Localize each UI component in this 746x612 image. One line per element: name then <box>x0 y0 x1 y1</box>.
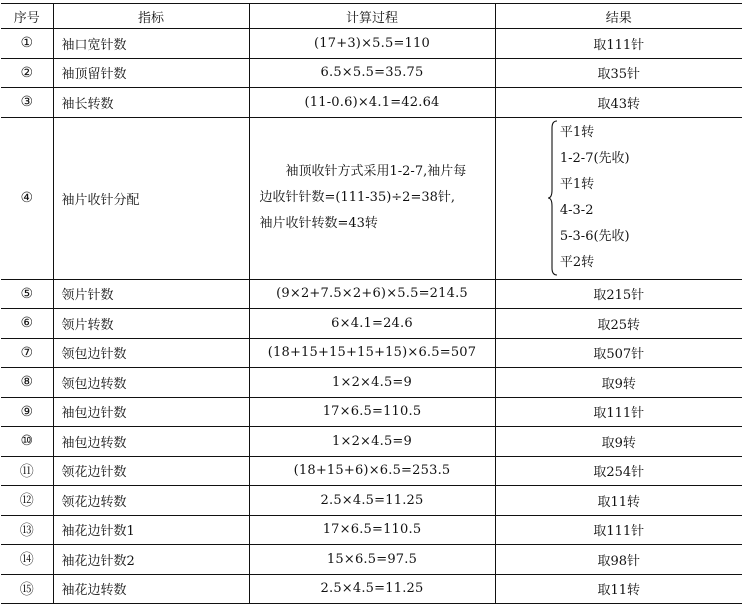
row-number: ③ <box>1 88 53 118</box>
header-no: 序号 <box>1 4 53 29</box>
header-result: 结果 <box>495 4 742 29</box>
row-result: 取11转 <box>495 486 742 516</box>
table-row <box>1 117 742 279</box>
row-indicator: 袖花边转数 <box>53 574 249 604</box>
row-number: ⑮ <box>1 574 53 604</box>
row-result <box>495 117 742 279</box>
row-calculation: (9×2+7.5×2+6)×5.5=214.5 <box>249 279 495 309</box>
row-indicator: 领花边针数 <box>53 456 249 486</box>
row-calculation: (11-0.6)×4.1=42.64 <box>249 88 495 118</box>
row-calculation: 1×2×4.5=9 <box>249 427 495 457</box>
result-line-4: 4-3-2 <box>559 203 594 218</box>
header-calculation: 计算过程 <box>249 4 495 29</box>
calculation-line-2: 边收针针数=(111-35)÷2=38针, <box>259 190 456 205</box>
table-row <box>1 338 742 368</box>
table-header <box>1 4 742 29</box>
left-brace-icon <box>548 120 558 276</box>
row-indicator: 袖包边转数 <box>53 427 249 457</box>
row-number: ④ <box>1 117 53 279</box>
row-result: 取111针 <box>495 515 742 545</box>
row-indicator: 领包边针数 <box>53 338 249 368</box>
row-result: 取43转 <box>495 88 742 118</box>
row-result: 取98针 <box>495 545 742 575</box>
row-result: 取9转 <box>495 427 742 457</box>
row-indicator: 领片转数 <box>53 309 249 339</box>
knitting-calculation-table <box>1 3 742 604</box>
row-result: 取254针 <box>495 456 742 486</box>
row-indicator: 袖口宽针数 <box>53 29 249 59</box>
row-indicator: 领片针数 <box>53 279 249 309</box>
row-calculation: (18+15+15+15+15)×6.5=507 <box>249 338 495 368</box>
table-row <box>1 515 742 545</box>
table-row <box>1 29 742 59</box>
row-calculation: 2.5×4.5=11.25 <box>249 486 495 516</box>
table-row <box>1 58 742 88</box>
row-calculation: (17+3)×5.5=110 <box>249 29 495 59</box>
row-calculation: 17×6.5=110.5 <box>249 397 495 427</box>
row-calculation: 15×6.5=97.5 <box>249 545 495 575</box>
row-indicator: 袖花边针数1 <box>53 515 249 545</box>
row-number: ⑧ <box>1 368 53 398</box>
row-indicator: 袖长转数 <box>53 88 249 118</box>
row-indicator: 袖包边针数 <box>53 397 249 427</box>
row-indicator: 袖顶留针数 <box>53 58 249 88</box>
row-calculation: 6×4.1=24.6 <box>249 309 495 339</box>
row-number: ⑭ <box>1 545 53 575</box>
calculation-note <box>250 159 495 237</box>
row-number: ⑪ <box>1 456 53 486</box>
table-row <box>1 486 742 516</box>
row-indicator: 袖花边针数2 <box>53 545 249 575</box>
result-line-2: 1-2-7(先收) <box>559 151 630 166</box>
row-indicator: 袖片收针分配 <box>53 117 249 279</box>
row-number: ⑦ <box>1 338 53 368</box>
row-indicator: 领花边转数 <box>53 486 249 516</box>
table-row <box>1 397 742 427</box>
row-calculation: 6.5×5.5=35.75 <box>249 58 495 88</box>
row-calculation: 17×6.5=110.5 <box>249 515 495 545</box>
result-line-1: 平1转 <box>559 125 595 140</box>
row-number: ⑨ <box>1 397 53 427</box>
row-calculation <box>249 117 495 279</box>
row-number: ⑬ <box>1 515 53 545</box>
row-number: ① <box>1 29 53 59</box>
row-number: ⑥ <box>1 309 53 339</box>
table-row <box>1 545 742 575</box>
calculation-line-3: 袖片收针转数=43转 <box>259 216 378 231</box>
row-number: ② <box>1 58 53 88</box>
table-body <box>1 29 742 604</box>
row-calculation: 2.5×4.5=11.25 <box>249 574 495 604</box>
table-row <box>1 309 742 339</box>
calculation-line-1: 袖顶收针方式采用1-2-7,袖片每 <box>285 164 467 179</box>
table-row <box>1 279 742 309</box>
row-result: 取11转 <box>495 574 742 604</box>
row-result: 取35针 <box>495 58 742 88</box>
row-result: 取111针 <box>495 397 742 427</box>
row-result: 取215针 <box>495 279 742 309</box>
header-indicator: 指标 <box>53 4 249 29</box>
row-number: ⑤ <box>1 279 53 309</box>
result-line-3: 平1转 <box>559 177 595 192</box>
result-line-6: 平2转 <box>559 255 595 270</box>
row-result: 取9转 <box>495 368 742 398</box>
table-row <box>1 574 742 604</box>
row-number: ⑩ <box>1 427 53 457</box>
table-row <box>1 427 742 457</box>
row-indicator: 领包边转数 <box>53 368 249 398</box>
row-calculation: (18+15+6)×6.5=253.5 <box>249 456 495 486</box>
result-brace-group <box>548 120 630 276</box>
table-row <box>1 88 742 118</box>
result-line-5: 5-3-6(先收) <box>559 229 630 244</box>
row-result: 取111针 <box>495 29 742 59</box>
row-calculation: 1×2×4.5=9 <box>249 368 495 398</box>
table-row <box>1 456 742 486</box>
table-row <box>1 368 742 398</box>
row-number: ⑫ <box>1 486 53 516</box>
row-result: 取25转 <box>495 309 742 339</box>
header-row <box>1 4 742 29</box>
row-result: 取507针 <box>495 338 742 368</box>
